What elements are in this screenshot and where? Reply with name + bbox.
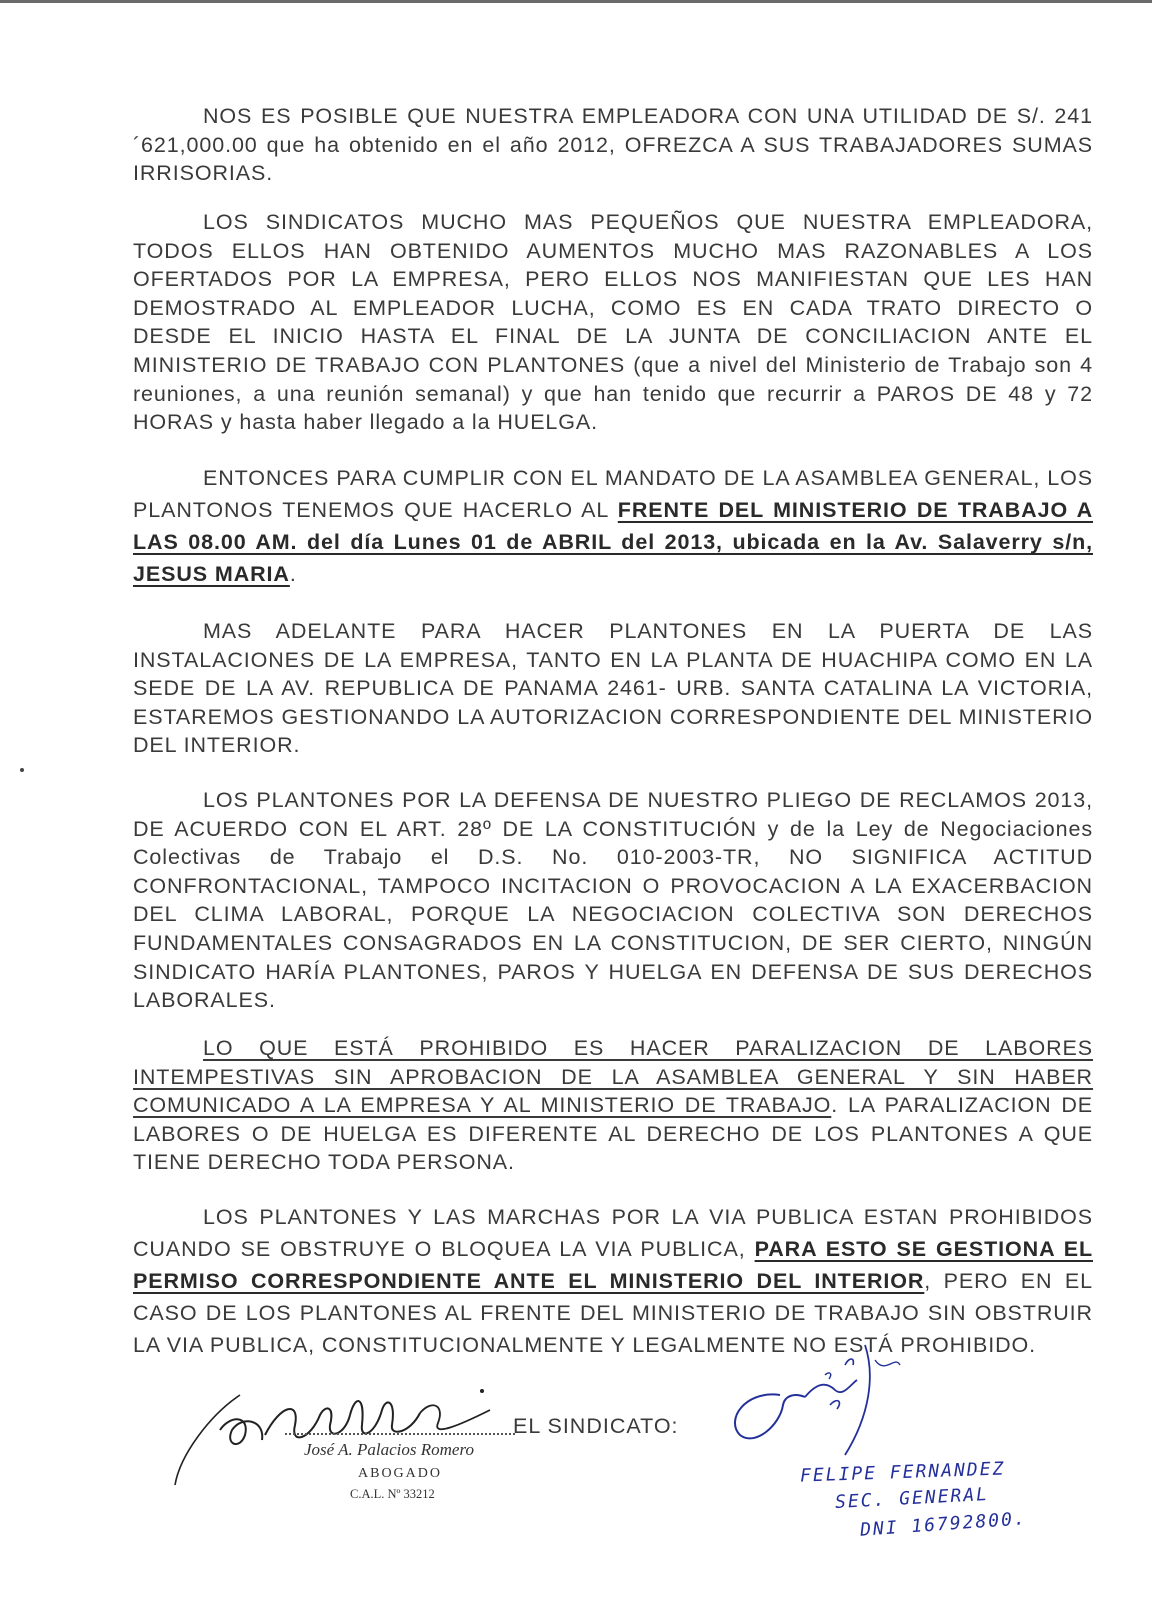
scan-top-edge	[0, 0, 1152, 3]
paragraph-text: LOS PLANTONES POR LA DEFENSA DE NUESTRO PLIEGO DE RECLAMOS 2013, DE ACUERDO CON EL ART. 28º DE LA CONSTITUCIÓN y de la Ley de Negociaciones Colectivas de Trabajo el D.S. No. 010-2003-TR, NO SIGNIFICA ACTITUD CONFRONTACIONAL, TAMPOCO INCITACION O PROVOCACION A LA EXACERBACION DEL CLIMA LABORAL, PORQUE LA NEGOCIACION COLECTIVA SON DERECHOS FUNDAMENTALES CONSAGRADOS EN LA CONSTITUCION, DE SER CIERTO, NINGÚN SINDICATO HARÍA PLANTONES, PAROS Y HUELGA EN DEFENSA DE SUS DERECHOS LABORALES.	[133, 788, 1093, 1013]
scan-speck	[20, 768, 24, 772]
paragraph-text: .	[289, 562, 297, 586]
paragraph-text: LOS SINDICATOS MUCHO MAS PEQUEÑOS QUE NUESTRA EMPLEADORA, TODOS ELLOS HAN OBTENIDO AUMENTOS MUCHO MAS RAZONABLES A LOS OFERTADOS POR LA EMPRESA, PERO ELLOS NOS MANIFIESTAN QUE LES HAN DEMOSTRADO AL EMPLEADOR LUCHA, COMO ES EN CADA TRATO DIRECTO O DESDE EL INICIO HASTA EL FINAL DE LA JUNTA DE CONCILIACION ANTE EL MINISTERIO DE TRABAJO CON PLANTONES (que a nivel del Ministerio de Trabajo son 4 reuniones, a una reunión semanal) y que han tenido que recurrir a PAROS DE 48 y 72 HORAS y hasta haber llegado a la HUELGA.	[133, 210, 1093, 435]
paragraph-profit	[133, 102, 1093, 188]
lawyer-title: ABOGADO	[358, 1466, 442, 1481]
paragraph-text: NOS ES POSIBLE QUE NUESTRA EMPLEADORA CON UNA UTILIDAD DE S/. 241´621,000.00 que ha obtenido en el año 2012, OFREZCA A SUS TRABAJADORES SUMAS IRRISORIAS.	[133, 104, 1093, 186]
paragraph-company-protests	[133, 617, 1093, 760]
prohibition-highlight: LO QUE ESTÁ PROHIBIDO ES HACER PARALIZACION DE LABORES INTEMPESTIVAS SIN APROBACION DE LA ASAMBLEA GENERAL Y SIN HABER COMUNICADO A LA EMPRESA Y AL MINISTERIO DE TRABAJO	[133, 1036, 1093, 1118]
secretary-dni: DNI 16792800.	[859, 1508, 1028, 1541]
signature-line	[285, 1433, 515, 1435]
paragraph-marches	[133, 1201, 1093, 1361]
paragraph-prohibited	[133, 1034, 1093, 1177]
paragraph-text: MAS ADELANTE PARA HACER PLANTONES EN LA PUERTA DE LAS INSTALACIONES DE LA EMPRESA, TANTO EN LA PLANTA DE HUACHIPA COMO EN LA SEDE DE LA AV. REPUBLICA DE PANAMA 2461- URB. SANTA CATALINA LA VICTORIA, ESTAREMOS GESTIONANDO LA AUTORIZACION CORRESPONDIENTE DEL MINISTERIO DEL INTERIOR.	[133, 619, 1093, 758]
union-label: EL SINDICATO:	[513, 1414, 679, 1438]
paragraph-text: , PERO EN EL CASO DE LOS PLANTONES AL FRENTE DEL MINISTERIO DE TRABAJO SIN OBSTRUIR LA VIA PUBLICA, CONSTITUCIONALMENTE Y LEGALMENTE NO ESTÁ PROHIBIDO.	[133, 1269, 1093, 1357]
secretary-role: SEC. GENERAL	[834, 1483, 990, 1514]
paragraph-text: ENTONCES PARA CUMPLIR CON EL MANDATO DE LA ASAMBLEA GENERAL, LOS PLANTONOS TENEMOS QUE HACERLO AL	[133, 466, 1093, 522]
lawyer-registration: C.A.L. Nº 33212	[350, 1487, 435, 1501]
paragraph-mandate	[133, 462, 1093, 590]
lawyer-name: José A. Palacios Romero	[304, 1440, 474, 1459]
paragraph-text: . LA PARALIZACION DE LABORES O DE HUELGA ES DIFERENTE AL DERECHO DE LOS PLANTONES A QUE TIENE DERECHO TODA PERSONA.	[133, 1093, 1093, 1175]
permit-highlight: PARA ESTO SE GESTIONA EL PERMISO CORRESPONDIENTE ANTE EL MINISTERIO DEL INTERIOR	[133, 1237, 1093, 1293]
secretary-name: FELIPE FERNANDEZ	[799, 1458, 1006, 1487]
meeting-location-highlight: FRENTE DEL MINISTERIO DE TRABAJO A LAS 08.00 AM. del día Lunes 01 de ABRIL del 2013, ubicada en la Av. Salaverry s/n, JESUS MARIA	[133, 498, 1094, 586]
paragraph-legal-basis	[133, 786, 1093, 1015]
paragraph-text: LOS PLANTONES Y LAS MARCHAS POR LA VIA PUBLICA ESTAN PROHIBIDOS CUANDO SE OBSTRUYE O BLOQUEA LA VIA PUBLICA,	[133, 1205, 1093, 1261]
secretary-signature	[725, 1335, 905, 1465]
paragraph-unions	[133, 208, 1093, 437]
